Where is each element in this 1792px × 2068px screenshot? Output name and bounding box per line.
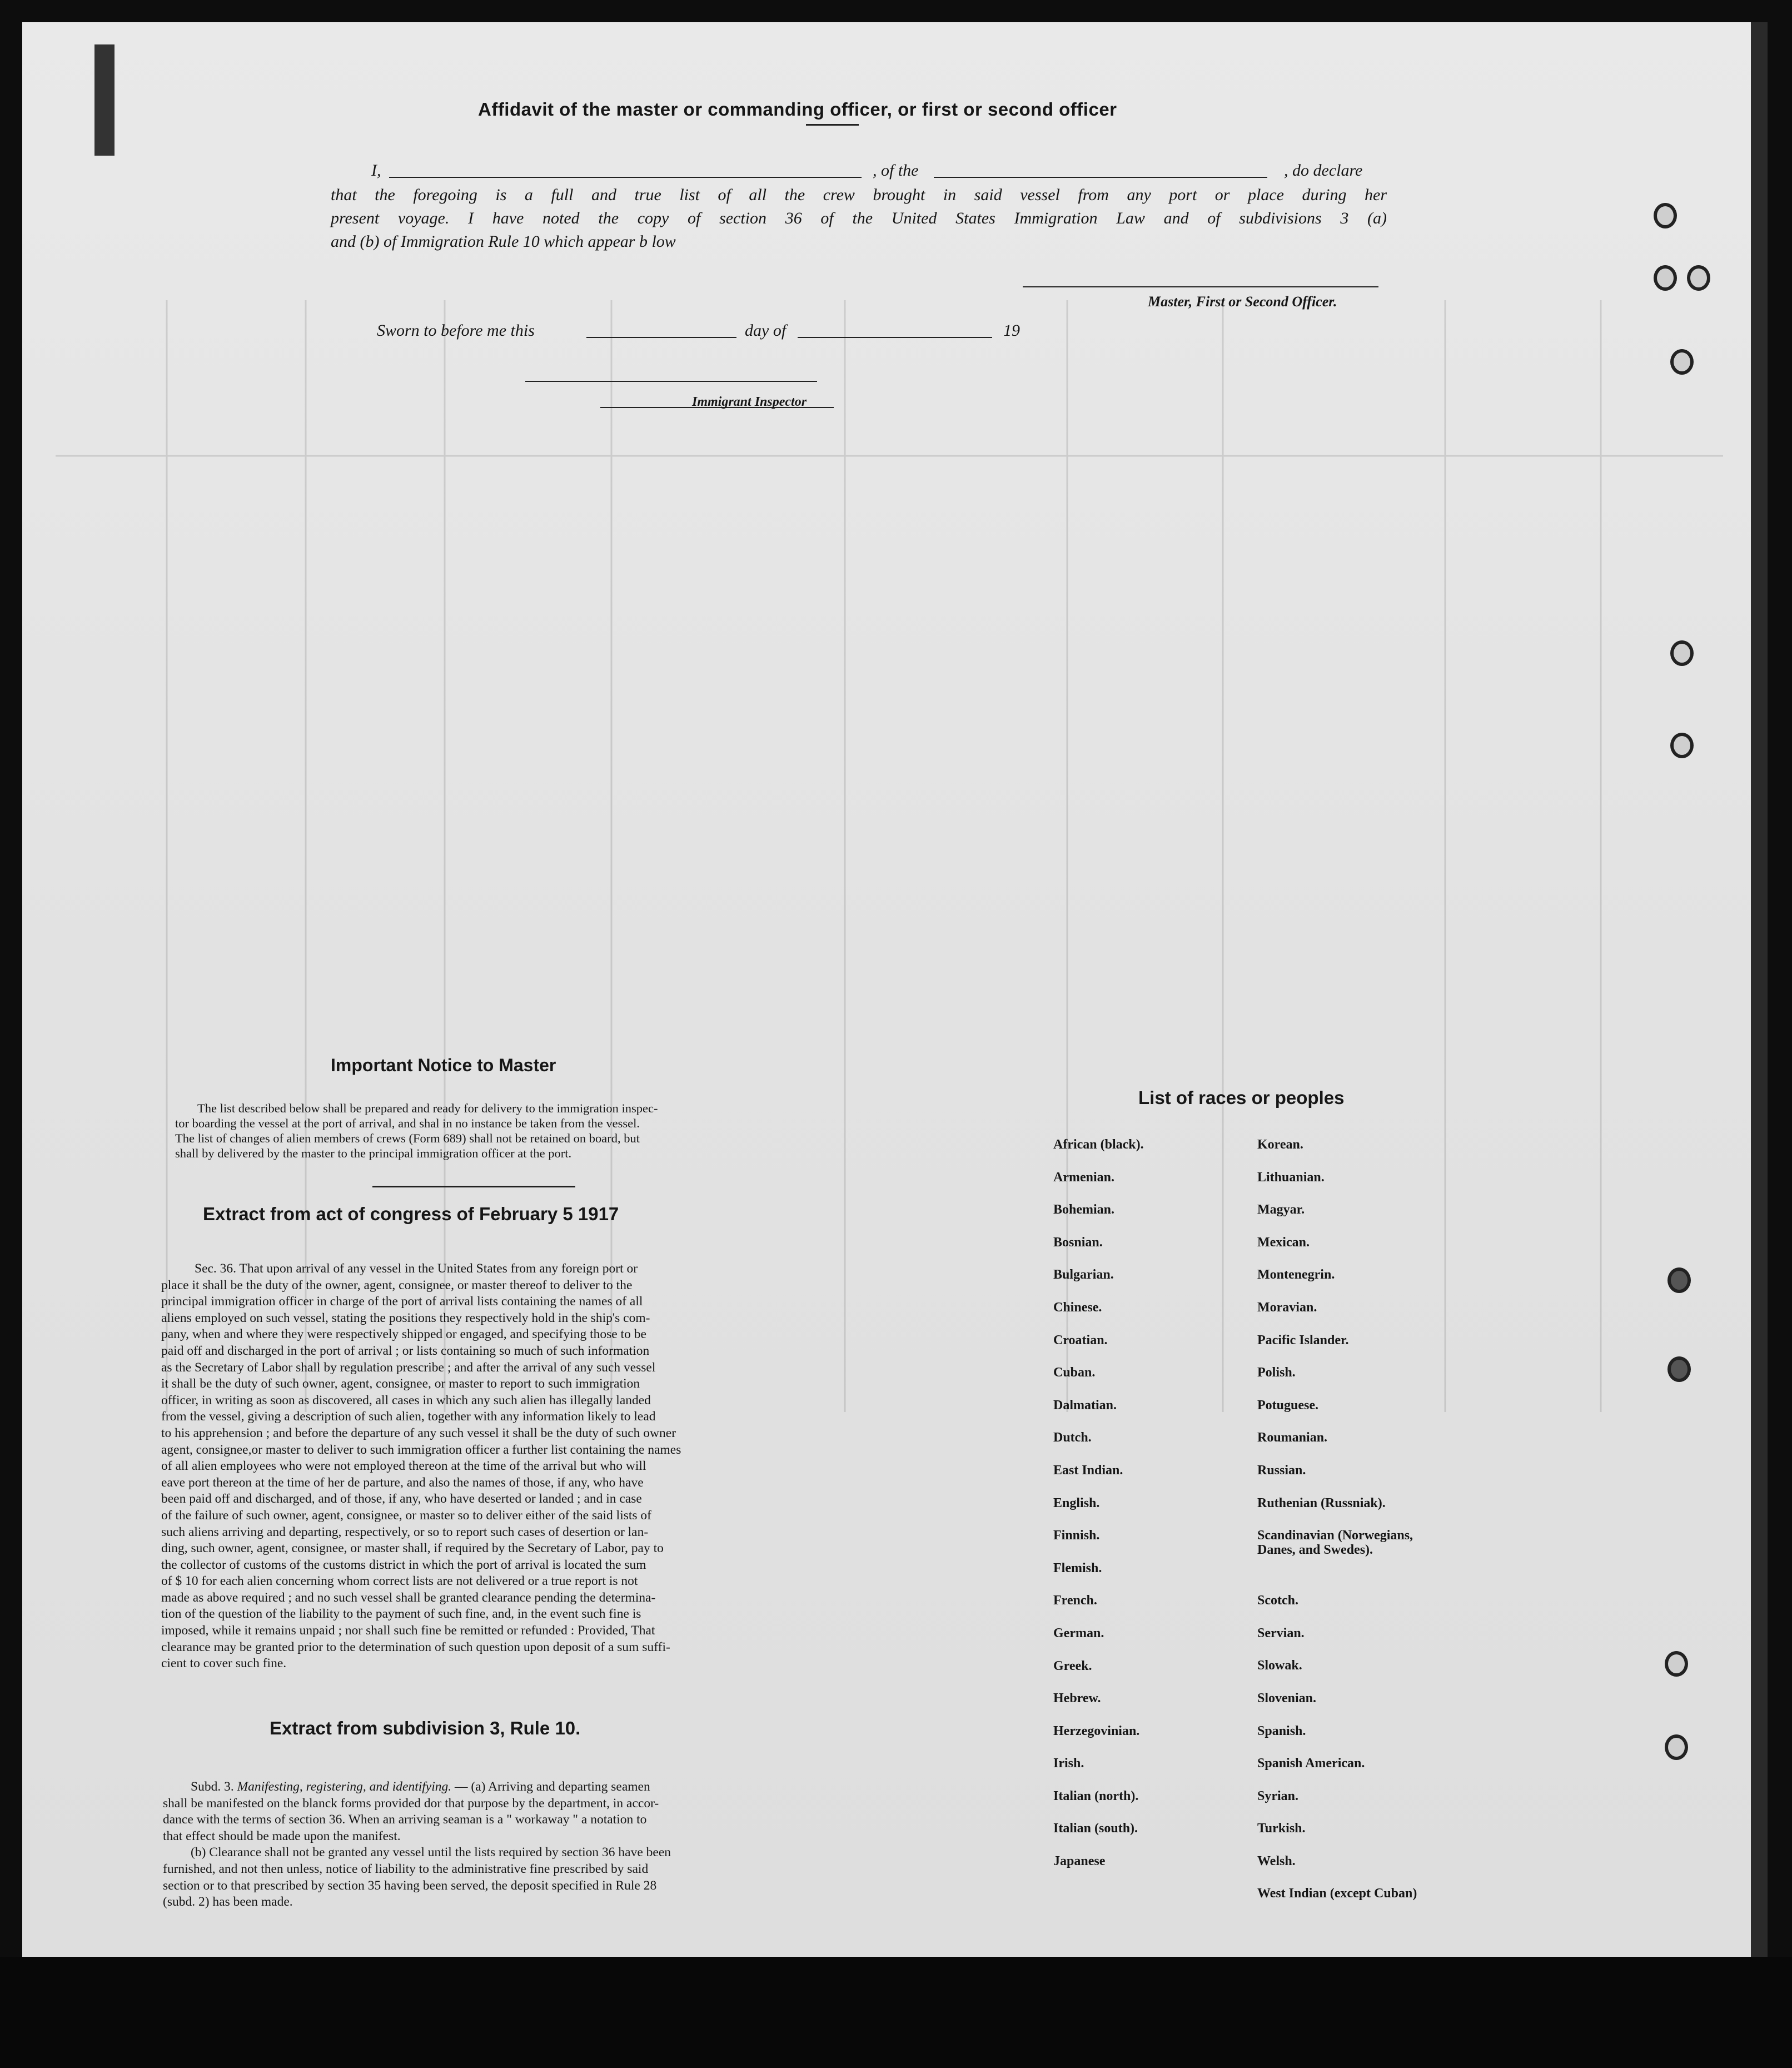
inspector-signature-line[interactable] (525, 381, 817, 382)
day-of-label: day of (745, 321, 787, 340)
race-item: Spanish American. (1257, 1756, 1365, 1771)
subdivision-line (163, 1779, 785, 1796)
race-item: Armenian. (1053, 1170, 1114, 1185)
race-item: Irish. (1053, 1756, 1084, 1771)
act-line: agent, consignee,or master to deliver to such immigration officer a further list containing the names (161, 1442, 681, 1457)
race-item: Syrian. (1257, 1788, 1299, 1803)
binding-hole (1654, 265, 1677, 291)
binding-hole (1670, 349, 1694, 375)
act-line: of the failure of such owner, agent, consignee, or master so to deliver either of the said lists of (161, 1508, 651, 1523)
manifest-page (22, 22, 1768, 1957)
act-line: aliens employed on such vessel, stating the positions they respectively hold in the ship's com- (161, 1310, 650, 1325)
act-line: pany, when and where they were respectively shipped or engaged, and specifying those to be (161, 1327, 646, 1342)
sworn-day-line[interactable] (586, 337, 736, 338)
act-line: made as above required ; and no such vessel shall be granted clearance pending the determina- (161, 1590, 656, 1605)
race-item: Potuguese. (1257, 1398, 1318, 1413)
notice-body (175, 1101, 787, 1161)
race-item: Mexican. (1257, 1235, 1310, 1250)
affidavit-title-underline (806, 124, 859, 126)
race-item: Bulgarian. (1053, 1267, 1114, 1282)
race-item: Scotch. (1257, 1593, 1298, 1608)
race-item: Servian. (1257, 1625, 1305, 1641)
race-item: Bohemian. (1053, 1202, 1115, 1217)
notice-line: shall by delivered by the master to the principal immigration officer at the port. (175, 1146, 572, 1160)
sworn-label: Sworn to before me this (377, 321, 535, 340)
race-item: Roumanian. (1257, 1430, 1328, 1445)
binding-hole (1654, 203, 1677, 228)
act-line: from the vessel, giving a description of such alien, together with any information likely to lead (161, 1409, 656, 1424)
notice-divider (372, 1186, 575, 1187)
race-item: Dutch. (1053, 1430, 1092, 1445)
race-item: Welsh. (1257, 1853, 1296, 1868)
act-line: the collector of customs of the customs district in which the port of arrival is located the sum (161, 1557, 646, 1572)
race-item: African (black). (1053, 1137, 1144, 1152)
subdivision-line: dance with the terms of section 36. When an arriving seaman is a " workaway " a notation to (163, 1812, 647, 1827)
act-line: eave port thereon at the time of her de parture, and also the names of those, if any, who have (161, 1475, 644, 1490)
affidavit-statement (331, 183, 1387, 253)
race-item: Pacific Islander. (1257, 1333, 1349, 1348)
race-item: English. (1053, 1495, 1100, 1510)
notice-line: The list of changes of alien members of crews (Form 689) shall not be retained on board, but (175, 1131, 640, 1145)
race-item: Bosnian. (1053, 1235, 1103, 1250)
act-line: ding, such owner, agent, consignee, or master shall, if required by the Secretary of Labor, pay to (161, 1541, 664, 1556)
race-item: Slowak. (1257, 1658, 1302, 1673)
races-col-right (1257, 1129, 1491, 1910)
subdivision-line: furnished, and not then unless, notice of liability to the administrative fine prescribed by said (163, 1861, 649, 1876)
act-line: officer, in writing as soon as discovered, all cases in which any such alien has illegally landed (161, 1393, 651, 1408)
act-line: of all alien employees who were not employed thereon at the time of the arrival but who will (161, 1459, 646, 1474)
race-item: Finnish. (1053, 1528, 1100, 1543)
act-line: as the Secretary of Labor shall by regulation prescribe ; and after the arrival of any such vessel (161, 1360, 656, 1375)
race-item: Montenegrin. (1257, 1267, 1335, 1282)
race-item: Spanish. (1257, 1723, 1306, 1738)
race-item: French. (1053, 1593, 1097, 1608)
race-item: Greek. (1053, 1658, 1092, 1673)
race-item: Herzegovinian. (1053, 1723, 1140, 1738)
race-item: Ruthenian (Russniak). (1257, 1495, 1386, 1510)
binding-hole (1665, 1734, 1688, 1760)
binding-hole (1665, 1651, 1688, 1677)
race-item: Dalmatian. (1053, 1398, 1117, 1413)
race-item: Japanese (1053, 1854, 1106, 1869)
statement-line: that the foregoing is a full and true list of all the crew brought in said vessel from any port or place during her (331, 186, 1387, 204)
act-extract-body (161, 1261, 784, 1672)
act-line: to his apprehension ; and before the departure of any such vessel it shall be the duty of such owner (161, 1425, 676, 1440)
name-field-line[interactable] (389, 177, 862, 178)
immigrant-inspector-label: Immigrant Inspector (692, 395, 807, 409)
binding-hole (1667, 1267, 1691, 1293)
race-item: East Indian. (1053, 1463, 1123, 1478)
notice-heading: Important Notice to Master (331, 1055, 556, 1075)
race-item: Russian. (1257, 1463, 1306, 1478)
act-line: tion of the question of the liability to the payment of such fine, and, in the event such fine is (161, 1607, 641, 1622)
statement-line: present voyage. I have noted the copy of section 36 of the United States Immigration Law and of subdivisions 3 (a) (331, 209, 1387, 227)
binding-hole (1670, 733, 1694, 758)
race-item: Lithuanian. (1257, 1170, 1325, 1185)
of-the-label: , of the (873, 161, 919, 180)
affidavit-title: Affidavit of the master or commanding officer, or first or second officer (478, 99, 1117, 120)
subdivision-rest: — (a) Arriving and departing seamen (455, 1779, 650, 1794)
master-signature-label: Master, First or Second Officer. (1148, 294, 1337, 310)
subdivision-body (163, 1779, 785, 1911)
races-heading: List of races or peoples (1138, 1087, 1345, 1108)
race-item: Moravian. (1257, 1300, 1317, 1315)
act-line: it shall be the duty of such owner, agent, consignee, or master to report to such immigration (161, 1376, 640, 1391)
races-list-right (1257, 1129, 1491, 1910)
binding-hole (1667, 1356, 1691, 1382)
race-item: Scandinavian (Norwegians, Danes, and Swedes). (1257, 1528, 1413, 1558)
subdivision-italic: Manifesting, registering, and identifying. (237, 1779, 452, 1794)
race-item: German. (1053, 1625, 1104, 1641)
act-line: such aliens arriving and departing, respectively, or so to report such cases of desertion or lan- (161, 1524, 649, 1539)
affidavit-line-i: I, (371, 161, 381, 180)
master-signature-line[interactable] (1023, 286, 1378, 287)
act-line: cient to cover such fine. (161, 1656, 287, 1671)
binding-hole (1670, 640, 1694, 666)
race-item: Chinese. (1053, 1300, 1102, 1315)
act-line: clearance may be granted prior to the determination of such question upon deposit of a sum suffi- (161, 1639, 670, 1654)
act-extract-heading: Extract from act of congress of February 5 1917 (203, 1204, 619, 1224)
race-item: Italian (south). (1053, 1821, 1138, 1836)
race-item: Hebrew. (1053, 1691, 1101, 1706)
vessel-field-line[interactable] (934, 177, 1267, 178)
race-item: West Indian (except Cuban) (1257, 1886, 1417, 1901)
subdivision-line: shall be manifested on the blanck forms provided dor that purpose by the department, in accor- (163, 1796, 659, 1811)
race-item: Korean. (1257, 1137, 1303, 1152)
subdivision-heading: Extract from subdivision 3, Rule 10. (270, 1718, 581, 1738)
page-edge-strip (1751, 22, 1768, 1957)
subdivision-line: that effect should be made upon the manifest. (163, 1828, 401, 1843)
act-line: been paid off and discharged, and of those, if any, who have deserted or landed ; and in case (161, 1492, 642, 1507)
scan-border-bottom (0, 1957, 1792, 2068)
act-line: of $ 10 for each alien concerning whom correct lists are not delivered or a true report is not (161, 1574, 638, 1589)
subdivision-line: (b) Clearance shall not be granted any vessel until the lists required by section 36 have been (191, 1845, 671, 1860)
act-line: Sec. 36. That upon arrival of any vessel in the United States from any foreign port or (195, 1261, 638, 1276)
race-item: Turkish. (1257, 1821, 1306, 1836)
race-item: Magyar. (1257, 1202, 1305, 1217)
race-item: Polish. (1257, 1365, 1296, 1380)
race-item: Croatian. (1053, 1333, 1108, 1348)
notice-line: tor boarding the vessel at the port of arrival, and shal in no instance be taken from the vessel. (175, 1116, 640, 1130)
races-col-left (1053, 1129, 1242, 1878)
notice-line: The list described below shall be prepared and ready for delivery to the immigration inspec- (197, 1101, 658, 1115)
statement-line: and (b) of Immigration Rule 10 which appear b low (331, 232, 676, 251)
year-prefix: 19 (1003, 321, 1020, 340)
sworn-month-line[interactable] (798, 337, 992, 338)
race-item: Italian (north). (1053, 1788, 1139, 1803)
race-item: Slovenian. (1257, 1691, 1317, 1706)
act-line: place it shall be the duty of the owner, agent, consignee, or master thereof to deliver to the (161, 1277, 633, 1292)
do-declare-label: , do declare (1284, 161, 1363, 180)
act-line: principal immigration officer in charge of the port of arrival lists containing the names of all (161, 1294, 643, 1309)
race-item: Cuban. (1053, 1365, 1096, 1380)
subdivision-line: (subd. 2) has been made. (163, 1895, 293, 1910)
races-list-left (1053, 1129, 1242, 1878)
subdivision-prefix: Subd. 3. (191, 1779, 237, 1794)
subdivision-line: section or to that prescribed by section 35 having been served, the deposit specified in Rule 28 (163, 1878, 657, 1893)
act-line: paid off and discharged in the port of arrival ; or lists containing so much of such information (161, 1343, 650, 1358)
act-line: imposed, while it remains unpaid ; nor shall such fine be remitted or refunded : Provided, That (161, 1623, 655, 1638)
race-item: Flemish. (1053, 1560, 1102, 1575)
corner-mark (94, 44, 115, 156)
binding-hole (1687, 265, 1710, 291)
